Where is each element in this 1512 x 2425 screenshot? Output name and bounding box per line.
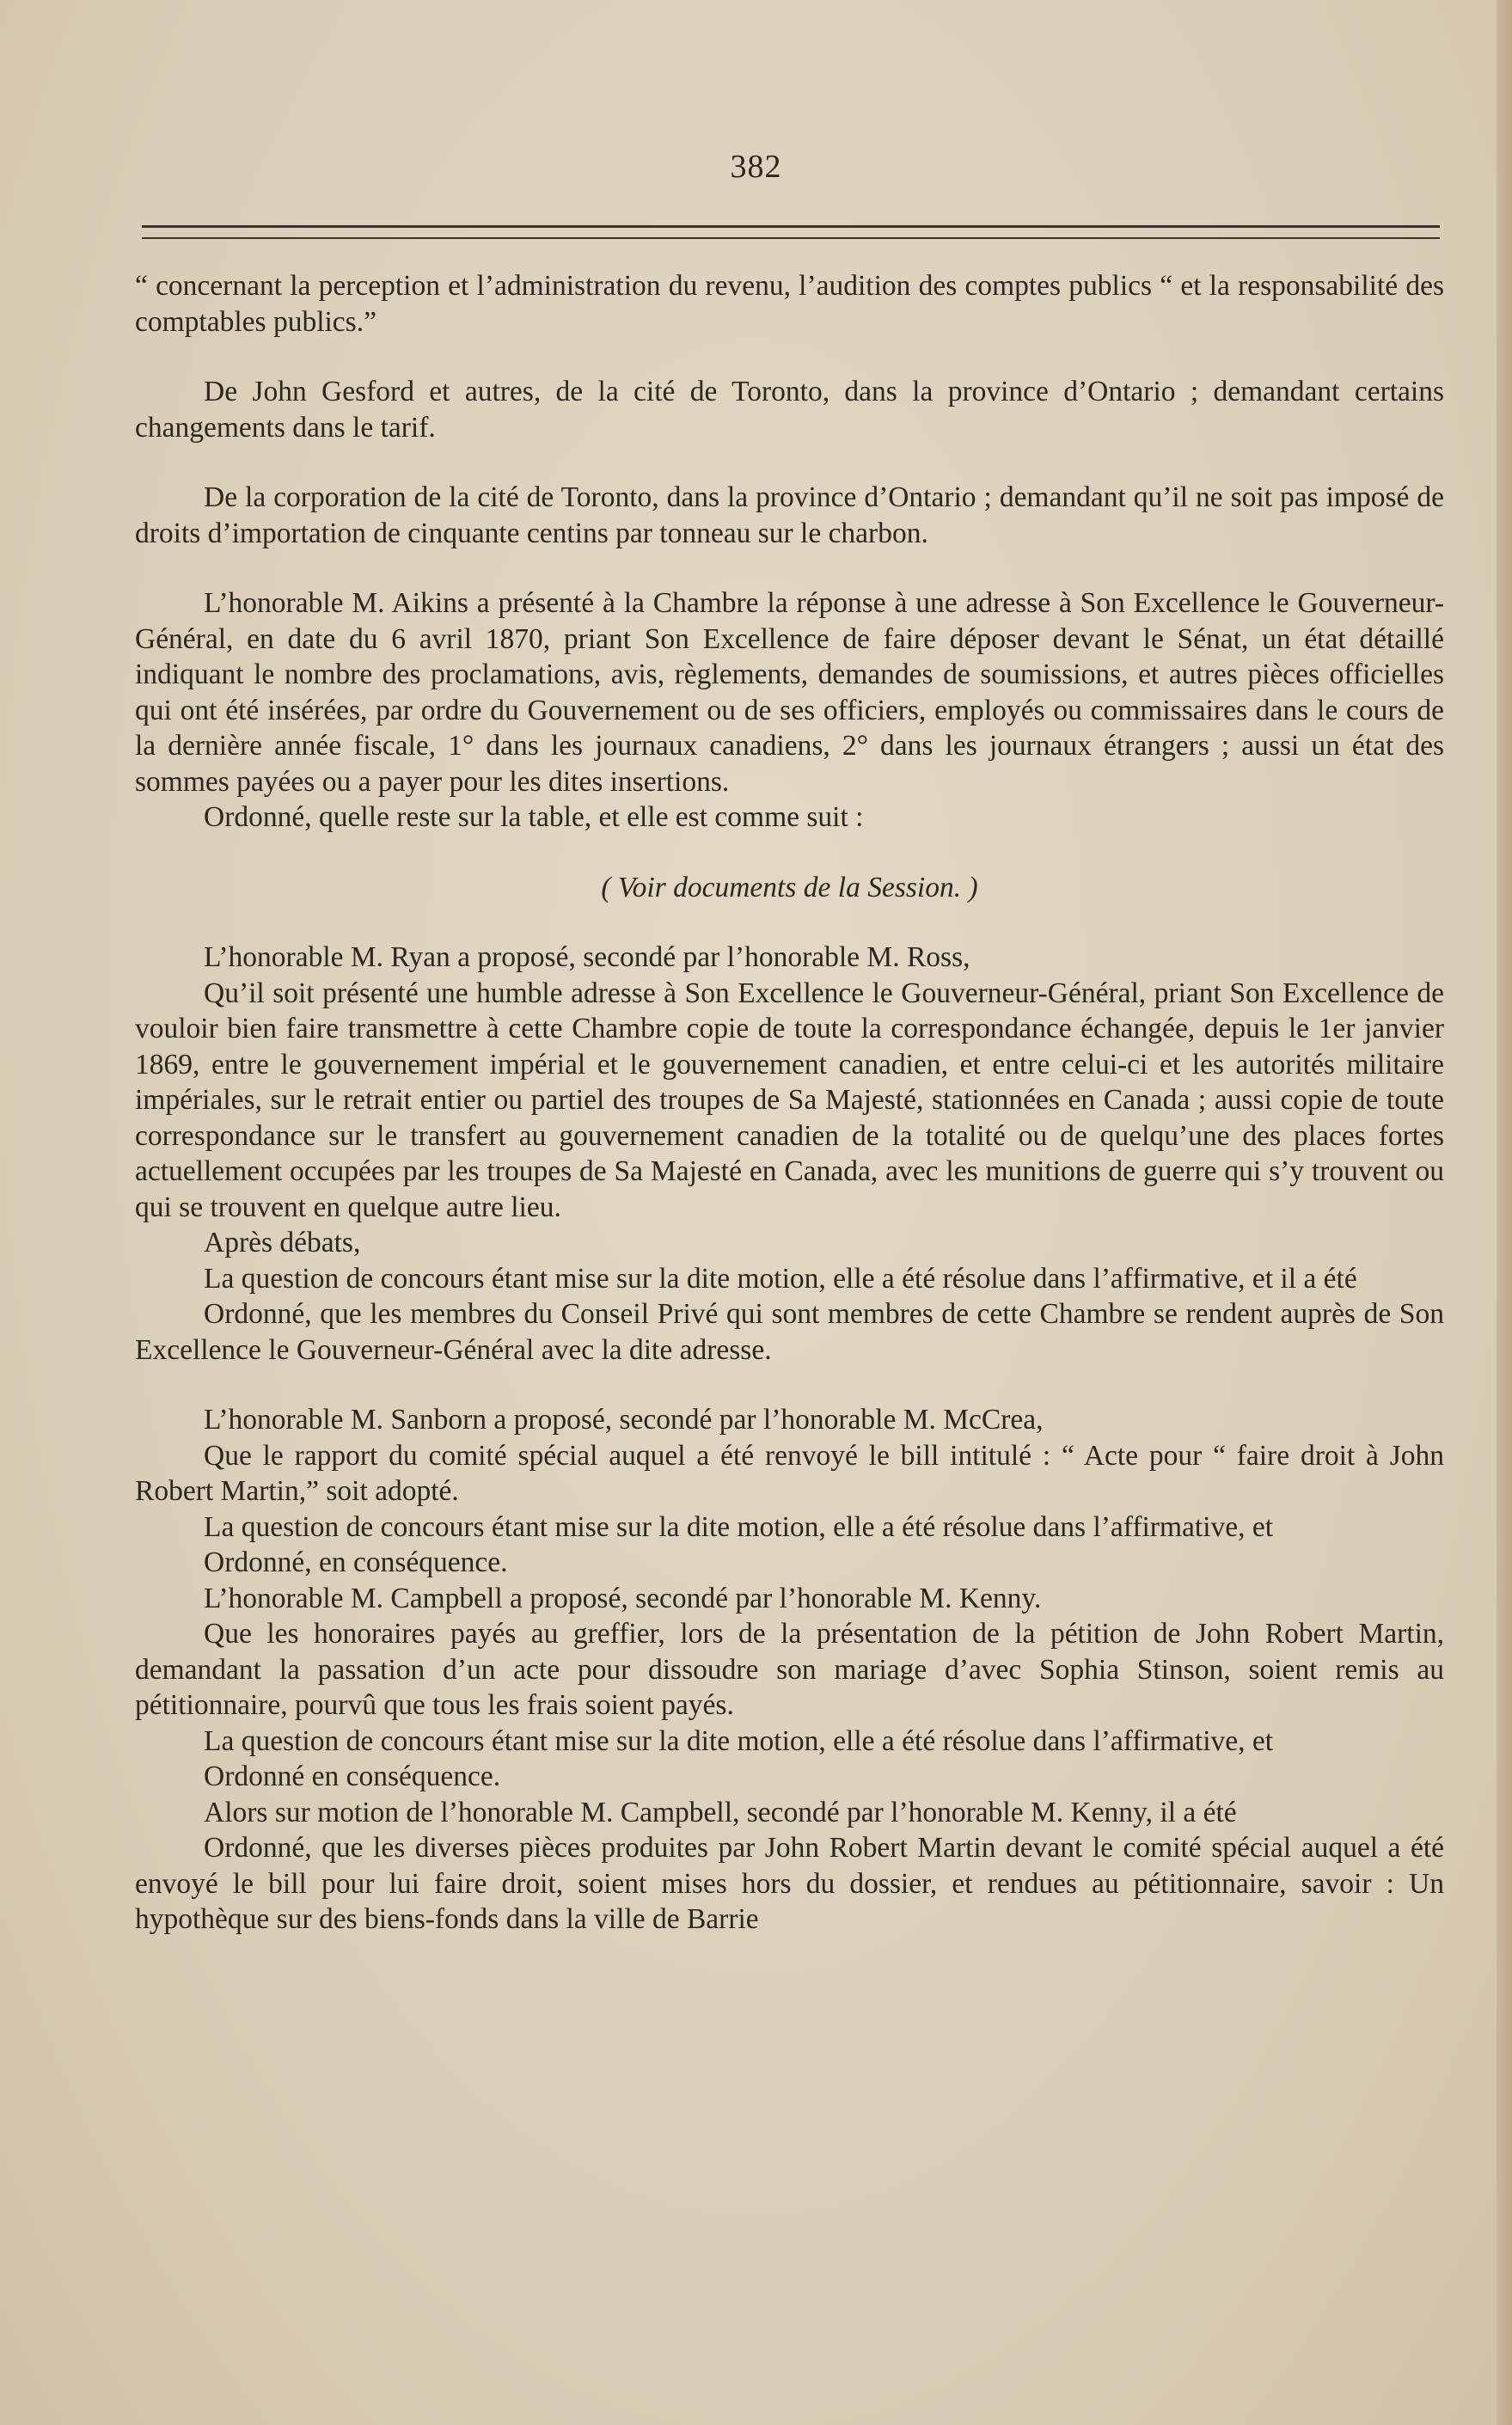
paragraph: L’honorable M. Sanborn a proposé, secondé par l’honorable M. McCrea, <box>204 1404 1044 1436</box>
paragraph: La question de concours étant mise sur la dite motion, elle a été résolue dans l’affirmative, et <box>204 1724 1274 1757</box>
paragraph: L’honorable M. Aikins a présenté à la Chambre la réponse à une adresse à Son Excellence le Gouverneur-Général, en date du 6 avril 1870, priant Son Excellence de faire déposer devant le Sénat, un état détaillé indiquant le nombre des proclamations, avis, règlements, demandes de soumissions, et autres pièces officielles qui ont été insérées, par ordre du Gouvernement ou de ses officiers, employés ou commissaires dans le cours de la dernière année fiscale, 1° dans les journaux canadiens, 2° dans les journaux étrangers ; aussi un état des sommes payées ou a payer pour les dites insertions. <box>135 587 1444 798</box>
document-body <box>135 268 1444 1938</box>
header-rule-bottom <box>142 237 1440 239</box>
paragraph: Qu’il soit présenté une humble adresse à Son Excellence le Gouverneur-Général, priant Son Excellence de vouloir bien faire transmettre à cette Chambre copie de toute la correspondance échangée, depuis le 1er janvier 1869, entre le gouvernement impérial et le gouvernement canadien, et entre celui-ci et les autorités militaire impériales, sur le retrait entier ou partiel des troupes de Sa Majesté, stationnées en Canada ; aussi copie de toute correspondance sur le transfert au gouvernement canadien de la totalité ou de quelqu’une des places fortes actuellement occupées par les troupes de Sa Majesté en Canada, avec les munitions de guerre qui s’y trouvent ou qui se trouvent en quelque autre lieu. <box>135 977 1444 1223</box>
page-number: 382 <box>730 149 782 185</box>
paragraph: La question de concours étant mise sur la dite motion, elle a été résolue dans l’affirmative, et <box>204 1510 1274 1543</box>
paragraph: La question de concours étant mise sur la dite motion, elle a été résolue dans l’affirmative, et il a été <box>204 1262 1357 1295</box>
session-reference: ( Voir documents de la Session. ) <box>601 871 978 903</box>
paragraph: Que le rapport du comité spécial auquel a été renvoyé le bill intitulé : “ Acte pour “ faire droit à John Robert Martin,” soit adopté. <box>135 1439 1444 1507</box>
paragraph: De la corporation de la cité de Toronto, dans la province d’Ontario ; demandant qu’il ne soit pas imposé de droits d’importation de cinquante centins par tonneau sur le charbon. <box>135 481 1444 549</box>
paragraph: “ concernant la perception et l’administration du revenu, l’audition des comptes publics “ et la responsabilité des comptables publics.” <box>135 270 1444 338</box>
header-rule-top <box>142 225 1440 228</box>
paragraph: De John Gesford et autres, de la cité de Toronto, dans la province d’Ontario ; demandant certains changements dans le tarif. <box>135 376 1444 444</box>
paragraph: L’honorable M. Campbell a proposé, secondé par l’honorable M. Kenny. <box>204 1582 1042 1614</box>
page-edge <box>1497 0 1512 2425</box>
paragraph: Ordonné en conséquence. <box>204 1761 501 1792</box>
paragraph: Ordonné, quelle reste sur la table, et elle est comme suit : <box>204 801 864 833</box>
paragraph: L’honorable M. Ryan a proposé, secondé par l’honorable M. Ross, <box>204 941 970 973</box>
paragraph: Que les honoraires payés au greffier, lors de la présentation de la pétition de John Robert Martin, demandant la passation d’un acte pour dissoudre son mariage d’avec Sophia Stinson, soient remis au pétitionnaire, pourvû que tous les frais soient payés. <box>135 1618 1444 1721</box>
paragraph: Alors sur motion de l’honorable M. Campbell, secondé par l’honorable M. Kenny, il a été <box>204 1796 1237 1828</box>
paragraph: Après débats, <box>204 1227 361 1258</box>
paragraph: Ordonné, en conséquence. <box>204 1546 508 1578</box>
paragraph: Ordonné, que les diverses pièces produites par John Robert Martin devant le comité spécial auquel a été envoyé le bill pour lui faire droit, soient mises hors du dossier, et rendues au pétitionnaire, savoir : Un hypothèque sur des biens-fonds dans la ville de Barrie <box>135 1832 1444 1935</box>
paragraph: Ordonné, que les membres du Conseil Privé qui sont membres de cette Chambre se rendent auprès de Son Excellence le Gouverneur-Général avec la dite adresse. <box>135 1298 1444 1366</box>
